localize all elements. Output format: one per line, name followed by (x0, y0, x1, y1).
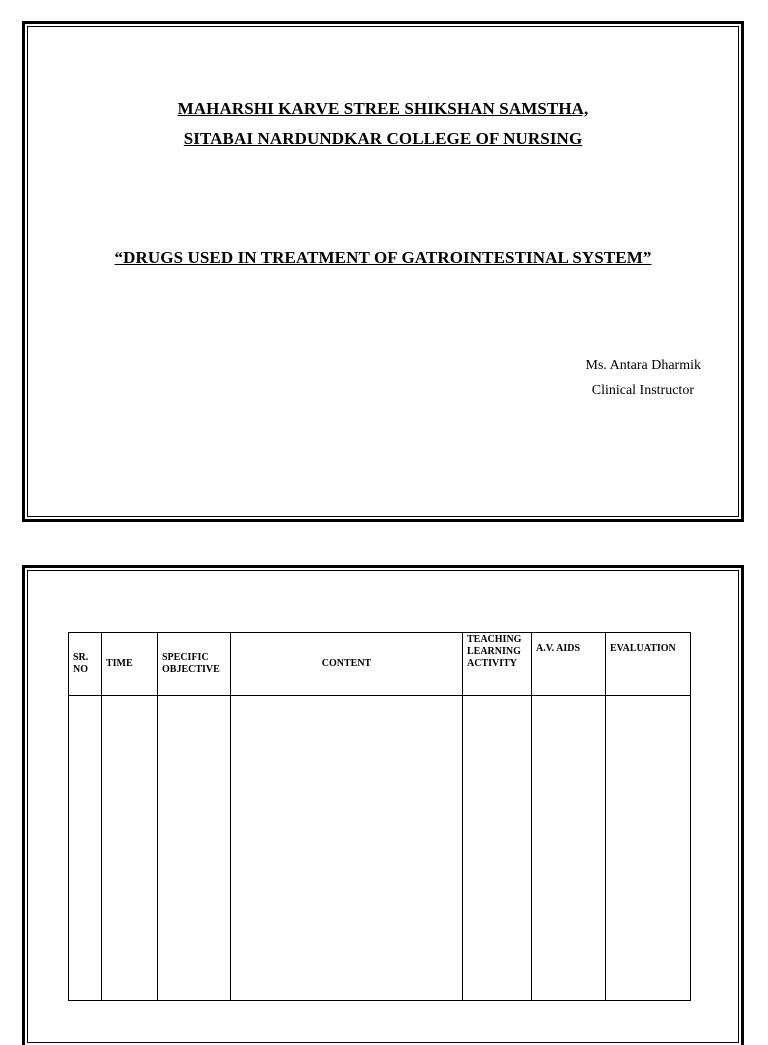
author-name: Ms. Antara Dharmik (585, 358, 701, 373)
header-evaluation: EVALUATION (606, 633, 691, 696)
lesson-plan-page (22, 565, 744, 1045)
table-header-row (69, 633, 691, 696)
cell-av-aids (532, 696, 606, 1001)
cell-teaching-learning-activity (463, 696, 532, 1001)
table-row (69, 696, 691, 1001)
cell-sr-no (69, 696, 102, 1001)
lesson-plan-table (68, 632, 691, 1001)
author-role: Clinical Instructor (591, 383, 694, 398)
header-av-aids: A.V. AIDS (532, 633, 606, 696)
header-sr-no: SR. NO (69, 633, 102, 696)
cell-evaluation (606, 696, 691, 1001)
header-content: CONTENT (231, 633, 463, 696)
college-name: SITABAI NARDUNDKAR COLLEGE OF NURSING (183, 129, 583, 148)
header-time: TIME (102, 633, 158, 696)
cell-time (102, 696, 158, 1001)
header-specific-objective: SPECIFIC OBJECTIVE (158, 633, 231, 696)
institution-name: MAHARSHI KARVE STREE SHIKSHAN SAMSTHA, (177, 99, 589, 118)
header-teaching-learning-activity: TEACHING LEARNING ACTIVITY (463, 633, 532, 696)
cell-content (231, 696, 463, 1001)
cover-page (22, 21, 744, 522)
cell-specific-objective (158, 696, 231, 1001)
document-title: “DRUGS USED IN TREATMENT OF GATROINTESTINAL SYSTEM” (114, 248, 652, 267)
